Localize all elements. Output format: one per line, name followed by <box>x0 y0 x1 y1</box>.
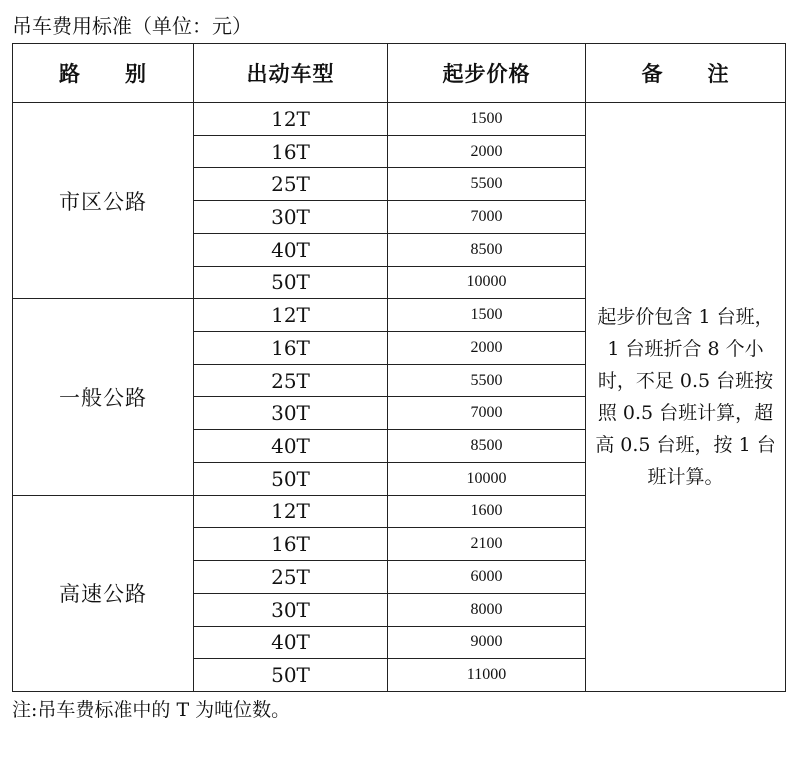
vehicle-type-cell: 40T <box>194 233 388 266</box>
start-price-cell: 9000 <box>388 626 586 659</box>
header-remark: 备 注 <box>586 44 786 103</box>
start-price-cell: 1600 <box>388 495 586 528</box>
start-price-cell: 8500 <box>388 430 586 463</box>
document-title: 吊车费用标准（单位：元） <box>12 14 252 38</box>
header-start-price: 起步价格 <box>388 44 586 103</box>
start-price-cell: 10000 <box>388 462 586 495</box>
vehicle-type-cell: 50T <box>194 659 388 692</box>
vehicle-type-cell: 12T <box>194 103 388 136</box>
vehicle-type-cell: 40T <box>194 430 388 463</box>
header-road: 路 别 <box>13 44 194 103</box>
start-price-cell: 1500 <box>388 103 586 136</box>
footnote: 注:吊车费标准中的 T 为吨位数。 <box>12 699 291 721</box>
start-price-cell: 10000 <box>388 266 586 299</box>
start-price-cell: 7000 <box>388 397 586 430</box>
header-vehicle-type: 出动车型 <box>194 44 388 103</box>
vehicle-type-cell: 30T <box>194 201 388 234</box>
vehicle-type-cell: 16T <box>194 528 388 561</box>
road-category-cell: 一般公路 <box>13 299 194 495</box>
start-price-cell: 7000 <box>388 201 586 234</box>
table-row <box>13 103 786 136</box>
start-price-cell: 8500 <box>388 233 586 266</box>
crane-fee-table <box>12 43 786 692</box>
start-price-cell: 1500 <box>388 299 586 332</box>
start-price-cell: 6000 <box>388 561 586 594</box>
remark-cell <box>586 103 786 692</box>
vehicle-type-cell: 40T <box>194 626 388 659</box>
table-header-row <box>13 44 786 103</box>
start-price-cell: 5500 <box>388 364 586 397</box>
start-price-cell: 2000 <box>388 332 586 365</box>
vehicle-type-cell: 30T <box>194 397 388 430</box>
start-price-cell: 2100 <box>388 528 586 561</box>
vehicle-type-cell: 25T <box>194 168 388 201</box>
vehicle-type-cell: 16T <box>194 332 388 365</box>
start-price-cell: 8000 <box>388 593 586 626</box>
table-body <box>13 103 786 692</box>
vehicle-type-cell: 50T <box>194 266 388 299</box>
vehicle-type-cell: 25T <box>194 364 388 397</box>
start-price-cell: 5500 <box>388 168 586 201</box>
start-price-cell: 11000 <box>388 659 586 692</box>
vehicle-type-cell: 25T <box>194 561 388 594</box>
vehicle-type-cell: 12T <box>194 495 388 528</box>
vehicle-type-cell: 12T <box>194 299 388 332</box>
vehicle-type-cell: 30T <box>194 593 388 626</box>
road-category-cell: 高速公路 <box>13 495 194 691</box>
vehicle-type-cell: 50T <box>194 462 388 495</box>
road-category-cell: 市区公路 <box>13 103 194 299</box>
start-price-cell: 2000 <box>388 135 586 168</box>
remark-text: 起步价包含 1 台班，1 台班折合 8 个小时，不足 0.5 台班按照 0.5 台班计算，超高 0.5 台班，按 1 台班计算。 <box>595 306 776 488</box>
vehicle-type-cell: 16T <box>194 135 388 168</box>
